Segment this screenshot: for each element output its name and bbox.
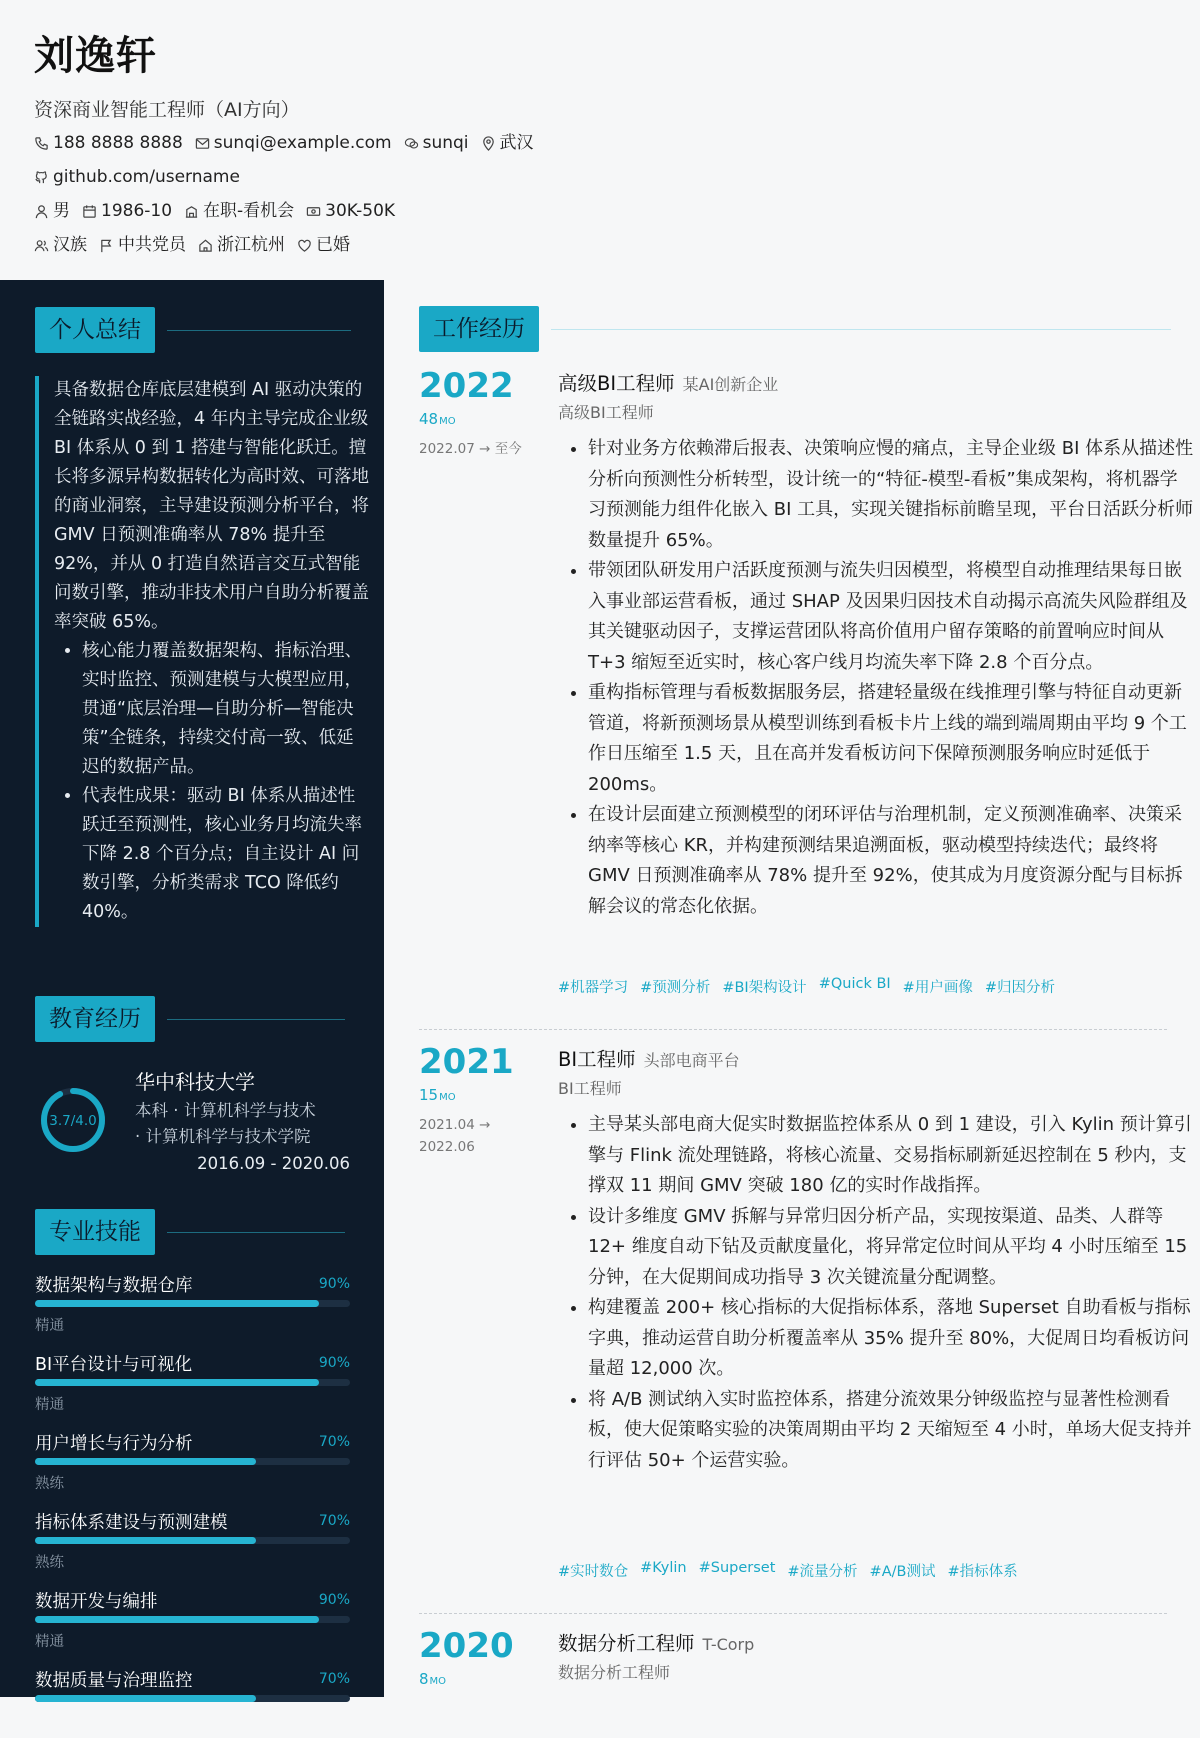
skills-heading-rule	[167, 1232, 345, 1233]
job-role: BI工程师	[558, 1079, 622, 1098]
phone-icon	[34, 136, 49, 151]
education-entry	[35, 1056, 350, 1176]
job-title-line	[558, 368, 778, 396]
skill-name: 数据架构与数据仓库	[35, 1276, 193, 1296]
salary-text: 30K-50K	[325, 201, 396, 221]
gender-item	[34, 197, 70, 225]
phone-text: 188 8888 8888	[53, 133, 183, 153]
email-item[interactable]	[195, 129, 392, 157]
skill-level: 精通	[35, 1318, 64, 1334]
wechat-text: sunqi	[422, 133, 469, 153]
resume-header	[34, 30, 1164, 259]
contact-row	[34, 129, 1164, 157]
skill-percent: 90%	[318, 1355, 350, 1371]
skill-bar-track	[35, 1616, 350, 1623]
job-title-line	[558, 1628, 754, 1656]
flag-icon	[99, 238, 114, 253]
job-bullet: • 针对业务方依赖滞后报表、决策响应慢的痛点，主导企业级 BI 体系从描述性分析向预测性分析转型，设计统一的“特征-模型-看板”集成架构，将机器学习预测能力组件化嵌入 BI 工具，实现关键指标前瞻呈现，平台日活跃分析师数量提升 65%。	[588, 434, 1194, 556]
skill-item	[35, 1580, 350, 1659]
skill-item	[35, 1659, 350, 1738]
github-icon	[34, 170, 49, 185]
heart-icon	[297, 238, 312, 253]
job-company: T-Corp	[702, 1635, 755, 1654]
banknote-icon	[306, 204, 321, 219]
job-year: 2022	[419, 366, 514, 406]
job-year: 2021	[419, 1042, 514, 1082]
job-entry	[419, 1042, 1192, 1582]
skill-bar-fill	[35, 1458, 256, 1465]
skill-percent: 70%	[318, 1513, 350, 1529]
summary-heading-rule	[167, 330, 351, 331]
job-tag: #指标体系	[947, 1564, 1018, 1580]
birth-text: 1986-10	[101, 201, 173, 221]
skill-item	[35, 1422, 350, 1501]
job-divider	[419, 1029, 1167, 1030]
job-duration	[419, 1086, 456, 1104]
job-year: 2020	[419, 1626, 514, 1666]
home-icon	[198, 238, 213, 253]
summary-heading-label: 个人总结	[35, 307, 155, 353]
education-heading-label: 教育经历	[35, 996, 155, 1042]
personal-row	[34, 231, 1164, 259]
users-icon	[34, 238, 49, 253]
job-tag: #实时数仓	[558, 1564, 629, 1580]
mail-icon	[195, 136, 210, 151]
job-bullets	[558, 1110, 1194, 1476]
phone-item	[34, 129, 183, 157]
job-months-unit: MO	[439, 1092, 456, 1103]
gpa-ring	[39, 1086, 107, 1154]
summary-bullet: • 核心能力覆盖数据架构、指标治理、实时监控、预测建模与大模型应用，贯通“底层治理—自助分析—智能决策”全链条，持续交付高一致、低延迟的数据产品。	[82, 637, 369, 782]
job-role: 数据分析工程师	[558, 1663, 671, 1682]
job-tag: #Quick BI	[818, 976, 891, 992]
skill-name: 指标体系建设与预测建模	[35, 1513, 228, 1533]
job-company: 某AI创新企业	[682, 375, 779, 394]
job-role: 高级BI工程师	[558, 403, 654, 422]
candidate-name: 刘逸轩	[34, 33, 157, 79]
gender-text: 男	[53, 201, 70, 221]
skills-list	[35, 1264, 350, 1738]
job-title: 高级BI工程师	[558, 372, 675, 395]
skill-percent: 90%	[318, 1276, 350, 1292]
job-bullet: • 重构指标管理与看板数据服务层，搭建轻量级在线推理引擎与特征自动更新管道，将新预测场景从模型训练到看板卡片上线的端到端周期由平均 9 个工作日压缩至 1.5 天，且在高并发看板访问下保障预测服务响应时延低于 200ms。	[588, 678, 1194, 800]
skill-bar-fill	[35, 1695, 256, 1702]
email-text[interactable]: sunqi@example.com	[213, 133, 392, 153]
skill-percent: 70%	[318, 1671, 350, 1687]
job-title: 数据分析工程师	[558, 1632, 695, 1655]
skill-bar-track	[35, 1537, 350, 1544]
skill-level: 精通	[35, 1397, 64, 1413]
skill-bar-fill	[35, 1379, 319, 1386]
github-text[interactable]: github.com/username	[53, 167, 240, 187]
wechat-icon	[404, 136, 419, 151]
job-bullet: • 主导某头部电商大促实时数据监控体系从 0 到 1 建设，引入 Kylin 预计算引擎与 Flink 流处理链路，将核心流量、交易指标刷新延迟控制在 5 秒内，支撑双 11 期间 GMV 突破 180 亿的实时作战指挥。	[588, 1110, 1194, 1202]
politics-text: 中共党员	[118, 235, 186, 255]
profile-row	[34, 197, 1164, 225]
college-name: · 计算机科学与技术学院	[135, 1127, 311, 1146]
calendar-icon	[82, 204, 97, 219]
job-duration	[419, 410, 456, 428]
ethnicity-text: 汉族	[53, 235, 87, 255]
ethnicity-item	[34, 231, 87, 259]
skill-bar-track	[35, 1695, 350, 1702]
job-months: 8	[419, 1670, 429, 1688]
city-text: 武汉	[499, 133, 534, 153]
job-range: 2021.04 → 2022.06	[419, 1117, 491, 1155]
city-item	[481, 129, 534, 157]
skill-bar-fill	[35, 1300, 319, 1307]
salary-item	[306, 197, 395, 225]
job-bullets	[558, 434, 1194, 922]
hometown-item	[198, 231, 285, 259]
work-heading	[419, 306, 1171, 352]
location-pin-icon	[481, 136, 496, 151]
summary-bullets	[54, 637, 369, 927]
job-months: 15	[419, 1086, 439, 1104]
job-bullet: • 将 A/B 测试纳入实时监控体系，搭建分流效果分钟级监控与显著性检测看板，使大促策略实验的决策周期由平均 2 天缩短至 4 小时，单场大促支持并行评估 50+ 个运营实验。	[588, 1385, 1194, 1477]
skill-name: 数据开发与编排	[35, 1592, 158, 1612]
work-heading-rule	[551, 329, 1171, 330]
skill-item	[35, 1264, 350, 1343]
job-title: BI工程师	[558, 1048, 636, 1071]
job-tag: #Kylin	[640, 1560, 687, 1576]
hometown-text: 浙江杭州	[217, 235, 285, 255]
skill-level: 熟练	[35, 1555, 64, 1571]
birth-item	[82, 197, 172, 225]
job-tag: #机器学习	[558, 980, 629, 996]
skills-heading-label: 专业技能	[35, 1209, 155, 1255]
job-tags	[558, 976, 1067, 997]
education-dates: 2016.09 - 2020.06	[197, 1154, 350, 1173]
skill-level: 精通	[35, 1634, 64, 1650]
job-tag: #预测分析	[640, 980, 711, 996]
marital-item	[297, 231, 350, 259]
skill-item	[35, 1343, 350, 1422]
job-bullet: • 在设计层面建立预测模型的闭环评估与治理机制，定义预测准确率、决策采纳率等核心 KR，并构建预测结果追溯面板，驱动模型持续迭代；最终将 GMV 日预测准确率从 78% 提升至 92%，使其成为月度资源分配与目标拆解会议的常态化依据。	[588, 800, 1194, 922]
education-detail	[135, 1098, 350, 1150]
job-tag: #用户画像	[902, 980, 973, 996]
summary-block	[35, 376, 369, 927]
status-text: 在职-看机会	[203, 201, 295, 221]
skill-bar-track	[35, 1379, 350, 1386]
job-tag: #归因分析	[984, 980, 1055, 996]
job-tag: #BI架构设计	[722, 980, 807, 996]
skill-bar-fill	[35, 1537, 256, 1544]
job-tag: #Superset	[698, 1560, 776, 1576]
job-range: 2022.07 → 至今	[419, 441, 522, 457]
marital-text: 已婚	[316, 235, 350, 255]
job-months: 48	[419, 410, 439, 428]
summary-text: 具备数据仓库底层建模到 AI 驱动决策的全链路实战经验，4 年内主导完成企业级 BI 体系从 0 到 1 搭建与智能化跃迁。擅长将多源异构数据转化为高时效、可落地的商业洞察，主导建设预测分析平台，将 GMV 日预测准确率从 78% 提升至 92%，并从 0 打造自然语言交互式智能问数引擎，推动非技术用户自助分析覆盖率突破 65%。	[54, 380, 369, 632]
education-heading	[35, 996, 345, 1042]
job-company: 头部电商平台	[643, 1051, 740, 1070]
gpa-value: 3.7/4.0	[49, 1113, 97, 1129]
job-months-unit: MO	[429, 1676, 447, 1687]
summary-heading	[35, 307, 351, 353]
wechat-item	[404, 129, 469, 157]
job-entry	[419, 1626, 1167, 1697]
job-tag: #流量分析	[787, 1564, 858, 1580]
candidate-title: 资深商业智能工程师（AI方向）	[34, 99, 300, 121]
job-tags	[558, 1560, 1030, 1581]
skill-percent: 90%	[318, 1592, 350, 1608]
skill-item	[35, 1501, 350, 1580]
github-row	[34, 163, 1164, 191]
summary-bullet: • 代表性成果：驱动 BI 体系从描述性跃迁至预测性，核心业务月均流失率下降 2.8 个百分点；自主设计 AI 问数引擎，分析类需求 TCO 降低约 40%。	[82, 782, 369, 927]
github-item[interactable]	[34, 163, 240, 191]
skill-name: 数据质量与治理监控	[35, 1671, 193, 1691]
work-heading-label: 工作经历	[419, 306, 539, 352]
skill-name: BI平台设计与可视化	[35, 1355, 193, 1375]
job-bullet: • 设计多维度 GMV 拆解与异常归因分析产品，实现按渠道、品类、人群等 12+ 维度自动下钻及贡献度量化，将异常定位时间从平均 4 小时压缩至 15 分钟，在大促期间成功指导 3 次关键流量分配调整。	[588, 1202, 1194, 1294]
job-divider	[419, 1613, 1167, 1614]
job-duration	[419, 1670, 446, 1688]
job-entry	[419, 366, 1194, 1006]
skill-bar-track	[35, 1458, 350, 1465]
education-heading-rule	[167, 1019, 345, 1020]
school-name: 华中科技大学	[135, 1070, 255, 1094]
job-bullet: • 带领团队研发用户活跃度预测与流失归因模型，将模型自动推理结果每日嵌入事业部运营看板，通过 SHAP 及因果归因技术自动揭示高流失风险群组及其关键驱动因子，支撑运营团队将高价值用户留存策略的前置响应时间从 T+3 缩短至近实时，核心客户线月均流失率下降 2.8 个百分点。	[588, 556, 1194, 678]
skill-bar-fill	[35, 1616, 319, 1623]
skill-bar-track	[35, 1300, 350, 1307]
degree-major: 本科 · 计算机科学与技术	[135, 1101, 316, 1120]
status-item	[184, 197, 294, 225]
person-icon	[34, 204, 49, 219]
skill-level: 熟练	[35, 1476, 64, 1492]
job-bullet: • 构建覆盖 200+ 核心指标的大促指标体系，落地 Superset 自助看板与指标字典，推动运营自助分析覆盖率从 35% 提升至 80%，大促周日均看板访问量超 12,000 次。	[588, 1293, 1194, 1385]
skills-heading	[35, 1209, 345, 1255]
job-title-line	[558, 1044, 740, 1072]
skill-name: 用户增长与行为分析	[35, 1434, 193, 1454]
job-months-unit: MO	[439, 416, 456, 427]
skill-percent: 70%	[318, 1434, 350, 1450]
job-tag: #A/B测试	[869, 1564, 936, 1580]
building-icon	[184, 204, 199, 219]
politics-item	[99, 231, 186, 259]
